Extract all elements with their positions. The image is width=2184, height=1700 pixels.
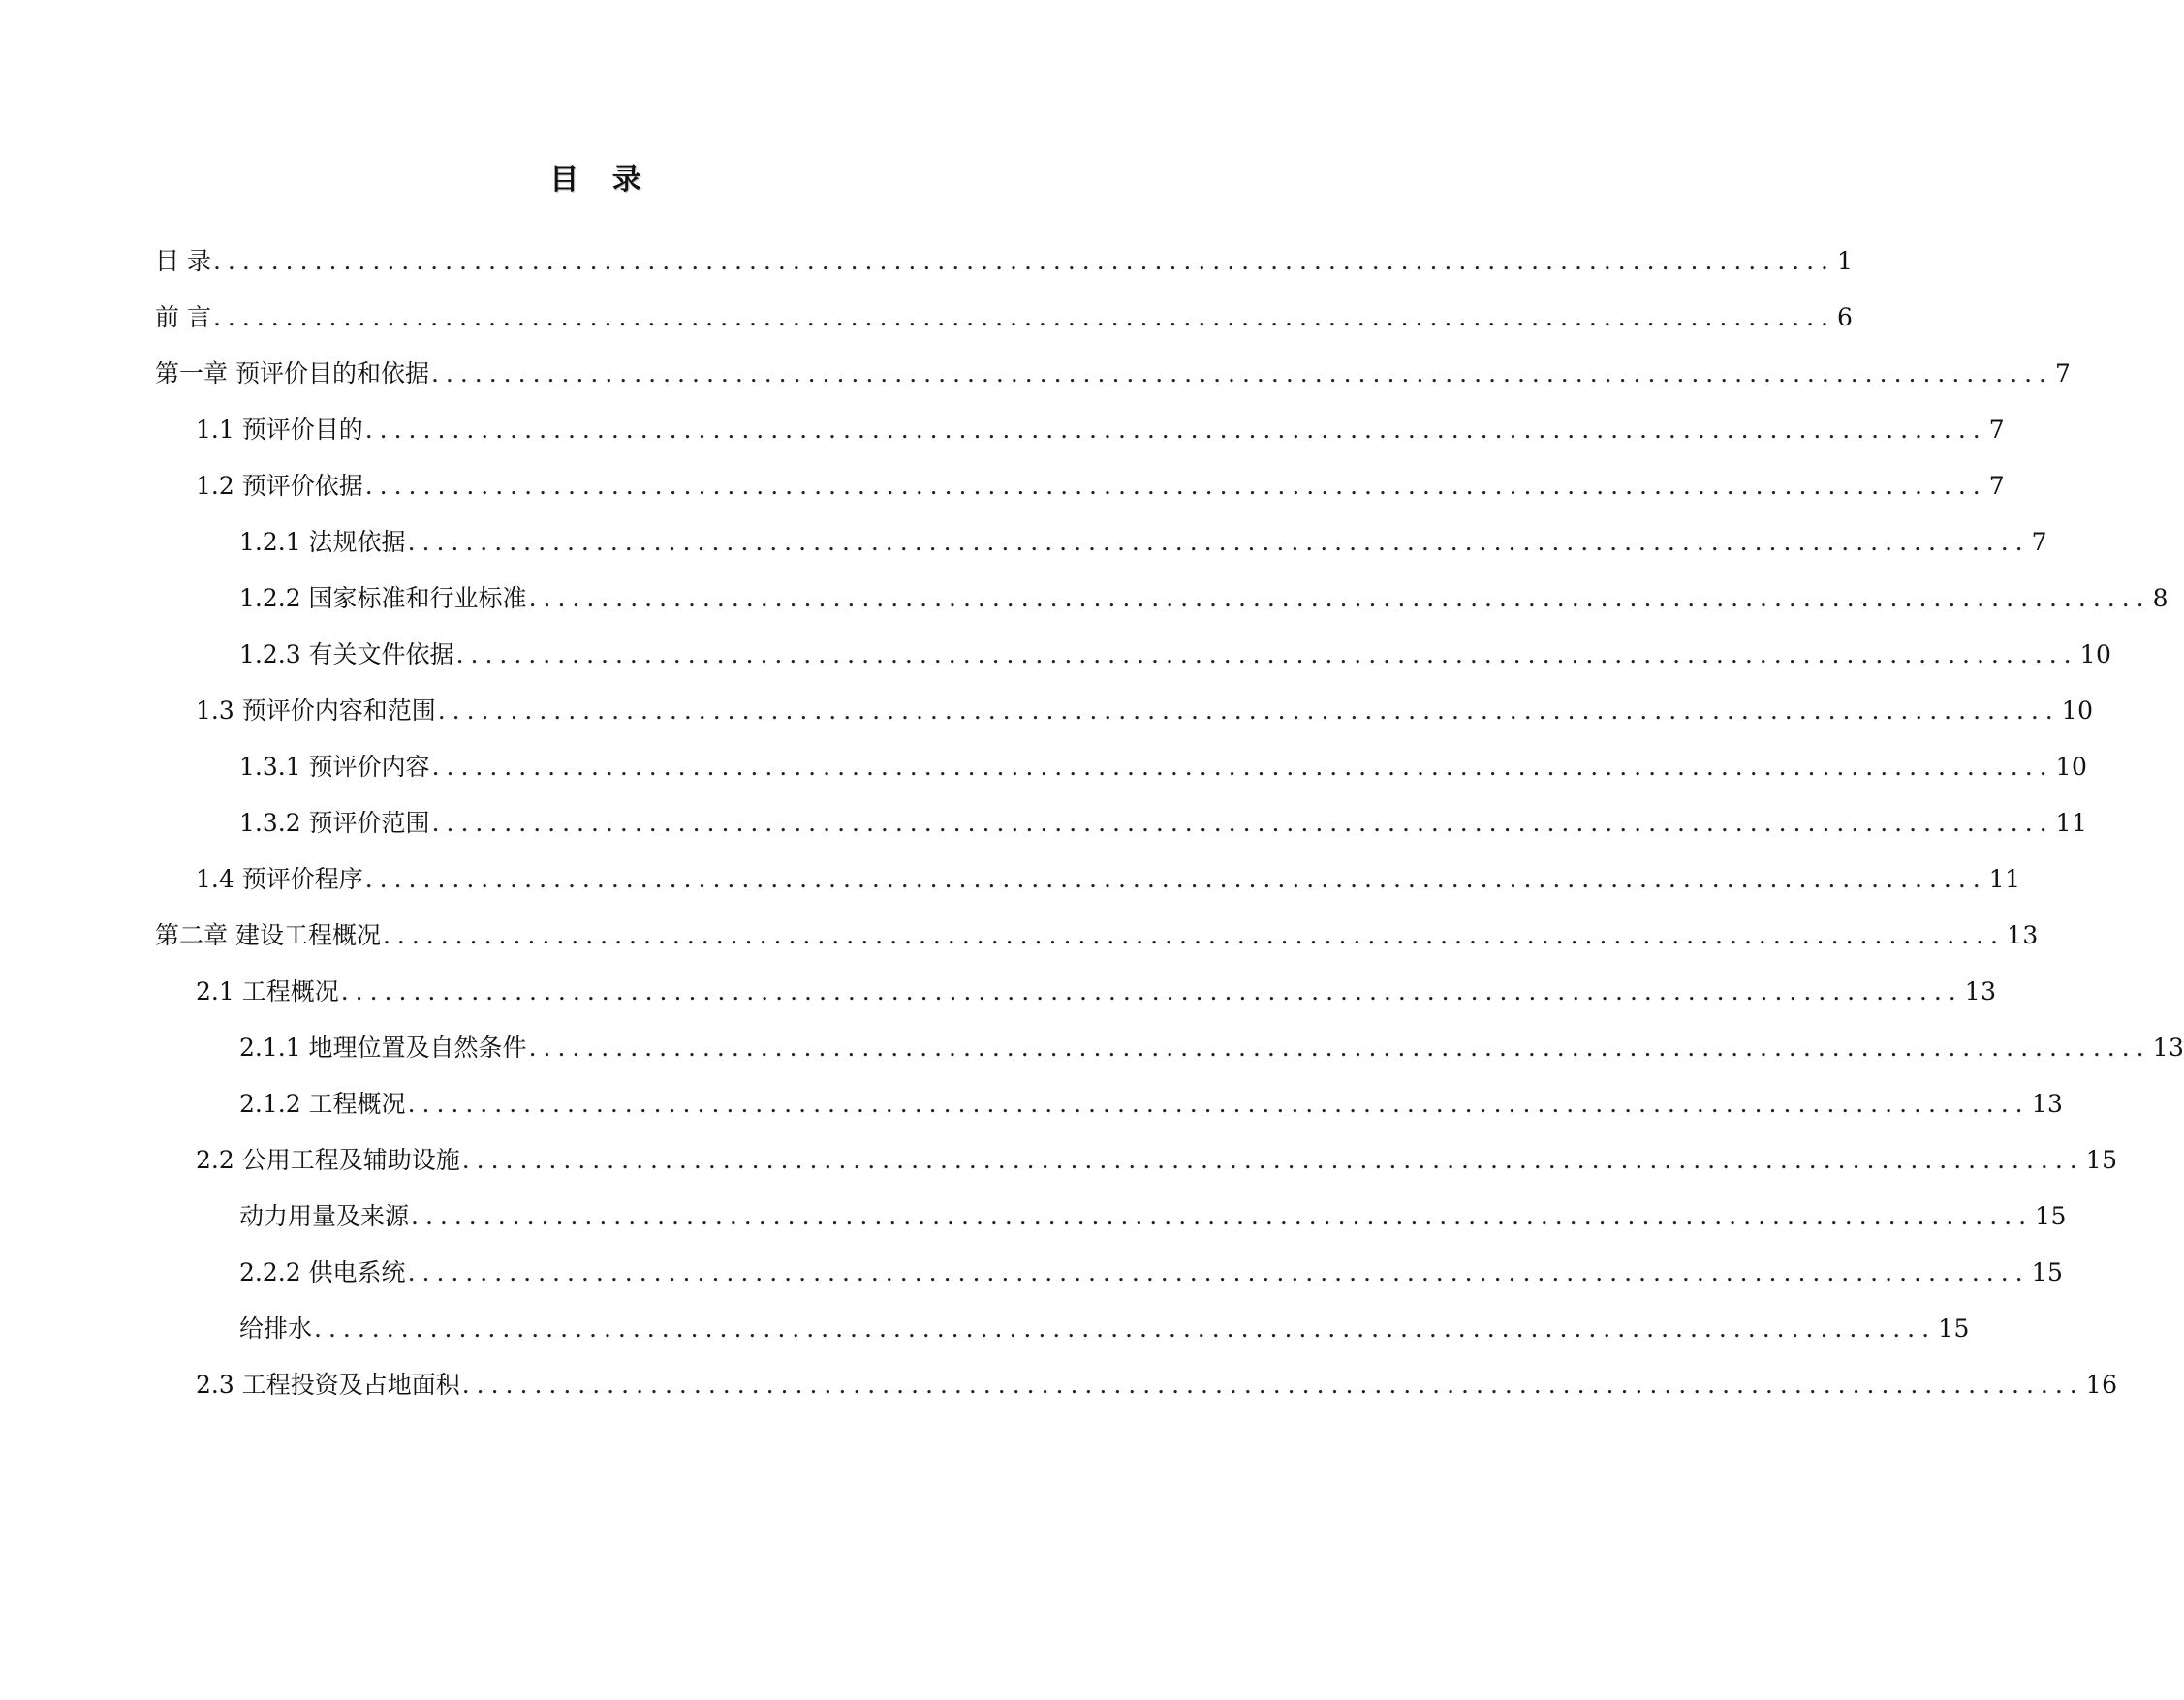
toc-entry-1-3[interactable] <box>196 687 2094 726</box>
dot-leader: ................................................................................................................ <box>212 303 1835 331</box>
toc-entry-2-2[interactable] <box>196 1136 2118 1175</box>
toc-entry-page: 11 <box>1988 865 2021 893</box>
toc-entry-2-3[interactable] <box>196 1361 2118 1400</box>
toc-entry-page: 11 <box>2055 809 2088 837</box>
toc-entry-page: 13 <box>2152 1034 2184 1062</box>
dot-leader: ................................................................................................................ <box>407 1090 2030 1118</box>
toc-entry-page: 15 <box>2085 1146 2118 1174</box>
dot-leader: ................................................................................................................ <box>528 1034 2151 1062</box>
dot-leader: ................................................................................................................ <box>340 977 1963 1005</box>
toc-entry-1-3-2[interactable] <box>239 799 2088 838</box>
toc-entry-page: 15 <box>2035 1202 2067 1230</box>
dot-leader: ................................................................................................................ <box>431 809 2054 837</box>
toc-entry-page: 7 <box>2031 528 2048 556</box>
toc-entry-1-4[interactable] <box>196 855 2021 894</box>
toc-entry-1-2-3[interactable] <box>239 631 2112 669</box>
toc-entry-label: 第二章 建设工程概况 <box>155 921 381 949</box>
dot-leader: ................................................................................................................ <box>407 528 2030 556</box>
toc-entry-page: 10 <box>2061 696 2094 725</box>
toc-entry-1-2-1[interactable] <box>239 518 2048 557</box>
toc-entry-page: 8 <box>2152 584 2169 612</box>
toc-entry-label: 2.1 工程概况 <box>196 977 339 1005</box>
toc-entry-2-1-2[interactable] <box>239 1080 2064 1119</box>
toc-entry-label: 2.2 公用工程及辅助设施 <box>196 1146 460 1174</box>
dot-leader: ................................................................................................................ <box>455 640 2078 668</box>
toc-entry-2-2-2[interactable] <box>239 1249 2064 1287</box>
toc-entry-1-3-1[interactable] <box>239 743 2088 782</box>
dot-leader: ................................................................................................................ <box>212 247 1835 275</box>
toc-entry-label: 1.1 预评价目的 <box>196 416 363 444</box>
toc-entry-1-1[interactable] <box>196 406 2006 445</box>
toc-entry-preface[interactable] <box>155 294 1854 332</box>
toc-entry-page: 7 <box>1988 416 2006 444</box>
toc-entry-page: 10 <box>2079 640 2112 668</box>
toc-entry-label: 1.2.3 有关文件依据 <box>239 640 454 668</box>
toc-entry-chapter-1[interactable] <box>155 350 2072 388</box>
dot-leader: ................................................................................................................ <box>407 1258 2030 1286</box>
dot-leader: ................................................................................................................ <box>411 1202 2034 1230</box>
toc-entry-label: 1.2 预评价依据 <box>196 472 363 500</box>
dot-leader: ................................................................................................................ <box>364 416 1987 444</box>
toc-entry-label: 动力用量及来源 <box>239 1202 410 1230</box>
dot-leader: ................................................................................................................ <box>430 359 2053 387</box>
toc-entry-chapter-2[interactable] <box>155 912 2039 950</box>
toc-entry-label: 1.2.2 国家标准和行业标准 <box>239 584 527 612</box>
toc-entry-contents[interactable] <box>155 237 1854 276</box>
toc-entry-page: 15 <box>1938 1314 1970 1343</box>
toc-entry-1-2-2[interactable] <box>239 574 2169 613</box>
dot-leader: ................................................................................................................ <box>364 865 1987 893</box>
toc-entry-page: 7 <box>2055 359 2072 387</box>
toc-entry-label: 前 言 <box>155 303 211 331</box>
toc-entry-label: 1.3.2 预评价范围 <box>239 809 430 837</box>
toc-entry-label: 给排水 <box>239 1314 313 1343</box>
toc-entry-label: 1.3.1 预评价内容 <box>239 753 430 781</box>
dot-leader: ................................................................................................................ <box>431 753 2054 781</box>
toc-entry-page: 13 <box>1964 977 1997 1005</box>
dot-leader: ................................................................................................................ <box>461 1146 2084 1174</box>
dot-leader: ................................................................................................................ <box>461 1371 2084 1399</box>
toc-entry-page: 13 <box>2007 921 2039 949</box>
toc-entry-label: 2.1.2 工程概况 <box>239 1090 406 1118</box>
toc-entry-label: 1.3 预评价内容和范围 <box>196 696 436 725</box>
toc-entry-label: 1.4 预评价程序 <box>196 865 363 893</box>
toc-entry-label: 2.2.2 供电系统 <box>239 1258 406 1286</box>
toc-entry-page: 13 <box>2031 1090 2064 1118</box>
toc-entry-page: 15 <box>2031 1258 2064 1286</box>
toc-entry-page: 6 <box>1837 303 1854 331</box>
dot-leader: ................................................................................................................ <box>314 1314 1937 1343</box>
dot-leader: ................................................................................................................ <box>437 696 2060 725</box>
toc-entry-2-2-1[interactable] <box>239 1192 2067 1231</box>
toc-entry-2-2-3[interactable] <box>239 1305 1970 1344</box>
dot-leader: ................................................................................................................ <box>528 584 2151 612</box>
toc-entry-page: 1 <box>1837 247 1854 275</box>
toc-entry-2-1-1[interactable] <box>239 1024 2184 1063</box>
toc-entry-page: 7 <box>1988 472 2006 500</box>
dot-leader: ................................................................................................................ <box>364 472 1987 500</box>
toc-entry-label: 1.2.1 法规依据 <box>239 528 406 556</box>
toc-entry-1-2[interactable] <box>196 462 2006 501</box>
dot-leader: ................................................................................................................ <box>382 921 2005 949</box>
toc-entry-2-1[interactable] <box>196 968 1997 1006</box>
toc-entry-page: 10 <box>2055 753 2088 781</box>
toc-entry-label: 第一章 预评价目的和依据 <box>155 359 429 387</box>
toc-entry-page: 16 <box>2085 1371 2118 1399</box>
toc-entry-label: 2.1.1 地理位置及自然条件 <box>239 1034 527 1062</box>
toc-title: 目 录 <box>549 163 653 197</box>
toc-entry-label: 2.3 工程投资及占地面积 <box>196 1371 460 1399</box>
toc-entry-label: 目 录 <box>155 247 211 275</box>
